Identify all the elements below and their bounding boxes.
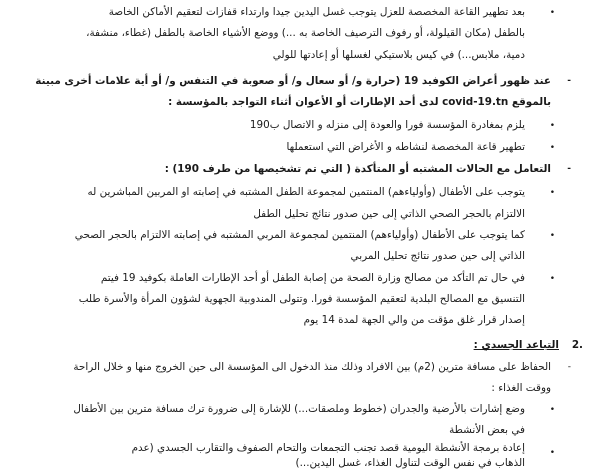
bullet-marker: • — [549, 188, 555, 198]
paragraph-line: كما يتوجب على الأطفال (وأولياءهم) المنتمين لمجموعة المربي المشتبه في إصابته الالتزام بالحجر الصحي — [74, 229, 525, 241]
paragraph-line: التعامل مع الحالات المشتبه أو المتأكدة ( التي تم تشخيصها من طرف 190) : — [164, 163, 551, 175]
paragraph-line: ووقت الغذاء : — [491, 382, 551, 394]
paragraph-line: تطهير قاعة المخصصة لنشاطه و الأغراض التي استعملها — [286, 141, 525, 153]
bullet-marker: • — [549, 8, 555, 18]
bullet-marker: • — [549, 274, 555, 284]
section-title: التباعد الجسدي : — [473, 339, 559, 351]
paragraph-line: يتوجب على الأطفال (وأولياءهم) المنتمين لمجموعة الطفل المشتبه في إصابته او المربين المباشرين له — [87, 186, 525, 198]
paragraph-line: الحفاظ على مسافة مترين (2م) بين الافراد وذلك منذ الدخول الى المؤسسة الى حين الخروج منها و خلال الراحة — [73, 361, 551, 373]
paragraph-line: في بعض الأنشطة — [449, 424, 525, 436]
bullet-marker: • — [549, 448, 555, 458]
dash-marker: - — [567, 164, 571, 174]
text-run: بالموقع — [511, 96, 551, 108]
bullet-marker: • — [549, 121, 555, 131]
paragraph-line: إعادة برمجة الأنشطة اليومية قصد تجنب التجمعات والتحام الصفوف والتقارب الجسدي (عدم — [131, 442, 525, 454]
paragraph-line: يلزم بمغادرة المؤسسة فورا والعودة إلى منزله و الاتصال ب190 — [249, 119, 525, 131]
bullet-marker: • — [549, 405, 555, 415]
paragraph-line — [168, 95, 551, 109]
paragraph-line: الذهاب في نفس الوقت لتناول الغذاء، غسل اليدين...) — [295, 457, 525, 469]
website-link-text: covid-19.tn — [442, 96, 509, 108]
paragraph-line: الذاتي إلى حين صدور نتائج تحليل المربي — [350, 250, 525, 262]
paragraph-line: الالتزام بالحجر الصحي الذاتي إلى حين صدور نتائج تحليل الطفل — [253, 208, 525, 220]
dash-marker: - — [567, 362, 571, 372]
paragraph-line: بعد تطهير القاعة المخصصة للعزل يتوجب غسل اليدين جيدا وارتداء قفازات لتعقيم الأماكن الخاصة — [108, 6, 525, 18]
paragraph-line: التنسيق مع المصالح البلدية لتعقيم المؤسسة فورا. وتتولى المندوبية الجهوية لشؤون المرأة والأسرة طلب — [78, 293, 525, 305]
paragraph-line: وضع إشارات بالأرضية والجدران (خطوط وملصقات...) للإشارة إلى ضرورة ترك مسافة مترين بين الأطفال — [73, 403, 525, 415]
dash-marker: - — [567, 76, 571, 86]
section-number: .2 — [571, 339, 583, 351]
paragraph-line: إصدار قرار غلق مؤقت من والي الجهة لمدة 14 يوم — [303, 314, 525, 326]
paragraph-line: دمية، ملابس...) في كيس بلاستيكي لغسلها أو إعادتها للولي — [272, 49, 525, 61]
paragraph-line: في حال تم التأكد من مصالح وزارة الصحة من إصابة الطفل أو أحد الإطارات العاملة بكوفيد 19 فيتم — [100, 272, 525, 284]
bullet-marker: • — [549, 231, 555, 241]
paragraph-line: بالطفل (مكان القيلولة، أو رفوف الترصيف الخاصة به ...) ووضع الأشياء الخاصة بالطفل (غطاء، منشفة، — [86, 27, 525, 39]
text-run: لدى أحد الإطارات أو الأعوان أثناء التواجد بالمؤسسة : — [168, 96, 439, 108]
bullet-marker: • — [549, 143, 555, 153]
paragraph-line: عند ظهور أعراض الكوفيد 19 (حرارة و/ أو سعال و/ أو صعوبة في التنفس و/ أو أية علامات أخرى مبينة — [35, 75, 551, 87]
